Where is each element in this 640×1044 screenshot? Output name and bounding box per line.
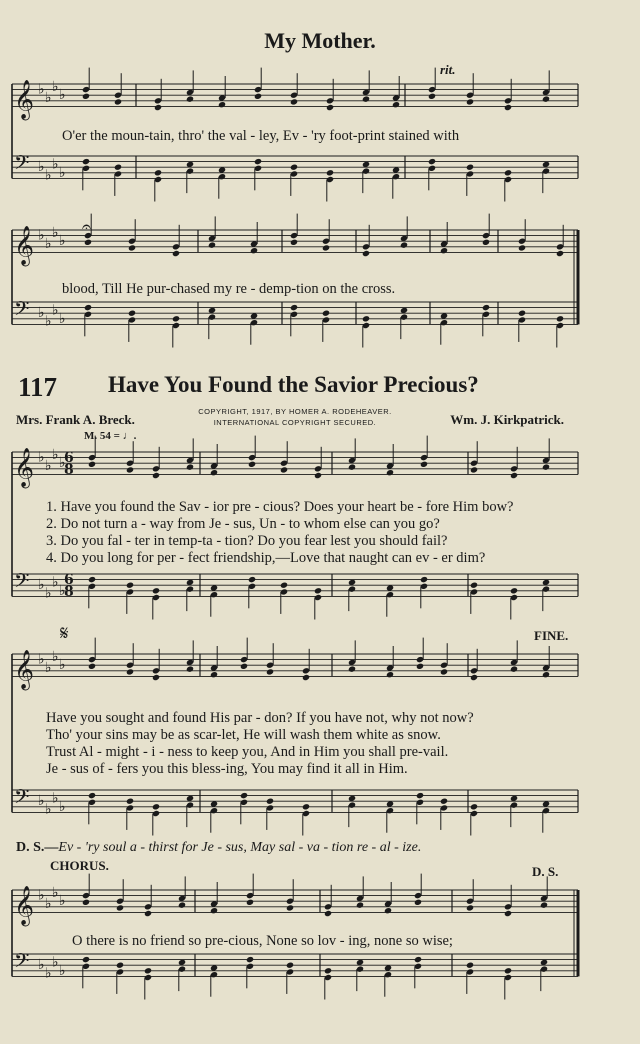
flat-icon: ♭ (52, 156, 59, 173)
flat-icon: ♭ (38, 159, 45, 176)
note-head (518, 244, 526, 251)
note-head (82, 956, 90, 963)
note-head (186, 464, 194, 471)
flat-icon: ♭ (52, 884, 59, 901)
note-head (482, 239, 490, 246)
note-head (362, 315, 370, 322)
note-head (88, 663, 96, 670)
flat-icon: ♭ (59, 798, 66, 815)
flat-icon: ♭ (38, 577, 45, 594)
flat-icon: ♭ (38, 227, 45, 244)
note-head (290, 98, 298, 105)
time-signature-icon: 6 (64, 572, 74, 588)
flat-icon: ♭ (38, 81, 45, 98)
note-head (126, 668, 134, 675)
flat-icon: ♭ (52, 574, 59, 591)
note-head (266, 668, 274, 675)
verse-line: 3. Do you fal - ter in temp-ta - tion? Do you fear lest you should fail? (46, 533, 448, 549)
note-head (414, 899, 422, 906)
note-head (186, 96, 194, 103)
metronome-marking: M. 54 = ♩. (84, 430, 137, 442)
treble-clef-icon: 𝄞 (14, 447, 35, 488)
note-head (210, 671, 218, 678)
note-head (144, 967, 152, 974)
ds-label: D. S. (532, 864, 559, 879)
note-head (314, 472, 322, 479)
note-head (314, 587, 322, 594)
note-head (82, 158, 90, 165)
time-signature-icon: 8 (64, 584, 74, 600)
flat-icon: ♭ (38, 305, 45, 322)
time-signature-icon: 6 (64, 450, 74, 466)
note-head (172, 315, 180, 322)
hymn-number: 117 (18, 372, 58, 402)
treble-clef-icon: 𝄞 (14, 885, 35, 926)
note-head (324, 910, 332, 917)
bass-clef-icon: 𝄢 (14, 297, 30, 325)
note-head (126, 798, 134, 805)
bass-clef-icon: 𝄢 (14, 151, 30, 179)
note-head (386, 469, 394, 476)
composer: Wm. J. Kirkpatrick. (450, 412, 564, 427)
bass-clef-icon: 𝄢 (14, 569, 30, 597)
flat-icon: ♭ (38, 449, 45, 466)
note-head (116, 962, 124, 969)
flat-icon: ♭ (59, 893, 66, 910)
note-head (482, 304, 490, 311)
ds-text: Ev - 'ry soul a - thirst for Je - sus, May sal - va - tion re - al - ize. (58, 840, 422, 855)
note-head (88, 792, 96, 799)
note-head (126, 582, 134, 589)
note-head (248, 576, 256, 583)
note-head (152, 472, 160, 479)
note-head (400, 242, 408, 249)
verse-line: Trust Al - might - i - ness to keep you, And in Him you shall pre-vail. (46, 744, 449, 760)
note-head (414, 956, 422, 963)
note-head (154, 169, 162, 176)
note-head (152, 587, 160, 594)
flat-icon: ♭ (45, 167, 52, 184)
note-head (290, 164, 298, 171)
note-head (542, 671, 550, 678)
flat-icon: ♭ (45, 896, 52, 912)
note-head (290, 239, 298, 246)
bass-clef-icon: 𝄢 (14, 949, 30, 977)
note-head (542, 464, 550, 471)
note-head (428, 158, 436, 165)
copyright-line: INTERNATIONAL COPYRIGHT SECURED. (213, 418, 377, 427)
note-head (280, 582, 288, 589)
note-head (116, 904, 124, 911)
flat-icon: ♭ (52, 648, 59, 665)
note-head (556, 315, 564, 322)
flat-icon: ♭ (59, 233, 66, 250)
flat-icon: ♭ (45, 965, 52, 982)
note-head (466, 164, 474, 171)
copyright-notice (180, 406, 410, 428)
note-head (290, 304, 298, 311)
note-head (466, 98, 474, 105)
note-head (504, 910, 512, 917)
flat-icon: ♭ (59, 455, 66, 472)
note-head (322, 244, 330, 251)
tempo-marking-rit: rit. (440, 62, 456, 77)
note-head (88, 576, 96, 583)
flat-icon: ♭ (59, 962, 66, 979)
note-head (114, 164, 122, 171)
note-head (540, 902, 548, 909)
note-head (466, 904, 474, 911)
bass-clef-icon: 𝄢 (14, 785, 30, 813)
note-head (428, 93, 436, 100)
note-head (88, 461, 96, 468)
note-head (440, 668, 448, 675)
note-head (518, 310, 526, 317)
verse-line: 1. Have you found the Sav - ior pre - cious? Does your heart be - fore Him bow? (46, 499, 514, 515)
note-head (208, 242, 216, 249)
flat-icon: ♭ (52, 954, 59, 971)
note-head (250, 247, 258, 254)
hymn-title: Have You Found the Savior Precious? (108, 372, 479, 397)
note-head (152, 674, 160, 681)
flat-icon: ♭ (38, 651, 45, 668)
note-head (510, 472, 518, 479)
note-head (128, 244, 136, 251)
lyric-line: O'er the moun-tain, thro' the val - ley, Ev - 'ry foot-print stained with (62, 128, 460, 144)
note-head (504, 104, 512, 111)
note-head (266, 798, 274, 805)
verse-line: 4. Do you long for per - fect friendship,—Love that naught can ev - er dim? (46, 550, 486, 566)
note-head (144, 910, 152, 917)
chorus-lyric: O there is no friend so pre-cious, None so lov - ing, none so wise; (72, 933, 453, 949)
note-head (470, 466, 478, 473)
note-head (178, 902, 186, 909)
verse-line: Je - sus of - fers you this bless-ing, You may find it all in Him. (46, 761, 408, 777)
flat-icon: ♭ (45, 313, 52, 330)
flat-icon: ♭ (52, 790, 59, 807)
note-head (556, 250, 564, 257)
flat-icon: ♭ (52, 446, 59, 463)
flat-icon: ♭ (45, 585, 52, 602)
note-head (542, 96, 550, 103)
chorus-label: CHORUS. (50, 858, 109, 873)
dal-segno-line (16, 840, 421, 856)
hymn-title-my-mother: My Mother. (264, 28, 376, 53)
flat-icon: ♭ (59, 164, 66, 181)
flat-icon: ♭ (45, 236, 52, 252)
note-head (392, 101, 400, 108)
flat-icon: ♭ (52, 78, 59, 95)
note-head (210, 469, 218, 476)
note-head (240, 663, 248, 670)
flat-icon: ♭ (45, 90, 52, 106)
note-head (114, 98, 122, 105)
note-head (416, 663, 424, 670)
note-head (82, 899, 90, 906)
note-head (362, 250, 370, 257)
fine-label: FINE. (534, 628, 569, 643)
note-head (440, 247, 448, 254)
note-head (126, 466, 134, 473)
flat-icon: ♭ (52, 302, 59, 319)
copyright-line: COPYRIGHT, 1917, BY HOMER A. RODEHEAVER. (198, 407, 392, 416)
author: Mrs. Frank A. Breck. (16, 412, 135, 427)
note-head (246, 956, 254, 963)
note-head (470, 582, 478, 589)
note-head (510, 666, 518, 673)
fermata-icon: 𝄐 (82, 217, 91, 236)
note-head (386, 671, 394, 678)
note-head (420, 461, 428, 468)
verse-line: 2. Do not turn a - way from Je - sus, Un - to whom else can you go? (46, 516, 440, 532)
note-head (218, 101, 226, 108)
note-head (248, 461, 256, 468)
flat-icon: ♭ (38, 793, 45, 810)
note-head (420, 576, 428, 583)
flat-icon: ♭ (59, 582, 66, 599)
note-head (154, 104, 162, 111)
verse-line: Have you sought and found His par - don? If you have not, why not now? (46, 710, 474, 726)
note-head (186, 666, 194, 673)
note-head (348, 464, 356, 471)
time-signature-icon: 8 (64, 462, 74, 478)
note-head (326, 104, 334, 111)
note-head (172, 250, 180, 257)
flat-icon: ♭ (45, 458, 52, 474)
treble-clef-icon: 𝄞 (14, 225, 35, 266)
note-head (152, 803, 160, 810)
note-head (470, 674, 478, 681)
note-head (240, 792, 248, 799)
note-head (128, 310, 136, 317)
note-head (322, 310, 330, 317)
segno-icon: 𝄋 (60, 621, 69, 645)
note-head (416, 792, 424, 799)
flat-icon: ♭ (59, 657, 66, 674)
flat-icon: ♭ (52, 224, 59, 241)
verse-line: Tho' your sins may be as scar-let, He will wash them white as snow. (46, 727, 441, 743)
flat-icon: ♭ (38, 957, 45, 974)
note-head (286, 904, 294, 911)
note-head (504, 967, 512, 974)
flat-icon: ♭ (59, 310, 66, 327)
note-head (440, 798, 448, 805)
ds-prefix: D. S.— (16, 840, 59, 855)
note-head (280, 466, 288, 473)
note-head (466, 962, 474, 969)
treble-clef-icon: 𝄞 (14, 649, 35, 690)
flat-icon: ♭ (45, 660, 52, 676)
note-head (356, 902, 364, 909)
note-head (326, 169, 334, 176)
note-head (254, 93, 262, 100)
note-head (84, 239, 92, 246)
treble-clef-icon: 𝄞 (14, 79, 35, 120)
note-head (348, 666, 356, 673)
note-head (470, 803, 478, 810)
note-head (246, 899, 254, 906)
note-head (384, 907, 392, 914)
lyric-line: blood, Till He pur-chased my re - demp-tion on the cross. (62, 281, 396, 297)
note-head (302, 803, 310, 810)
note-head (504, 169, 512, 176)
flat-icon: ♭ (59, 87, 66, 104)
note-head (362, 96, 370, 103)
note-head (84, 304, 92, 311)
note-head (254, 158, 262, 165)
note-head (510, 587, 518, 594)
note-head (82, 93, 90, 100)
note-head (210, 907, 218, 914)
note-head (302, 674, 310, 681)
flat-icon: ♭ (38, 887, 45, 904)
note-head (286, 962, 294, 969)
note-head (324, 967, 332, 974)
flat-icon: ♭ (45, 801, 52, 818)
